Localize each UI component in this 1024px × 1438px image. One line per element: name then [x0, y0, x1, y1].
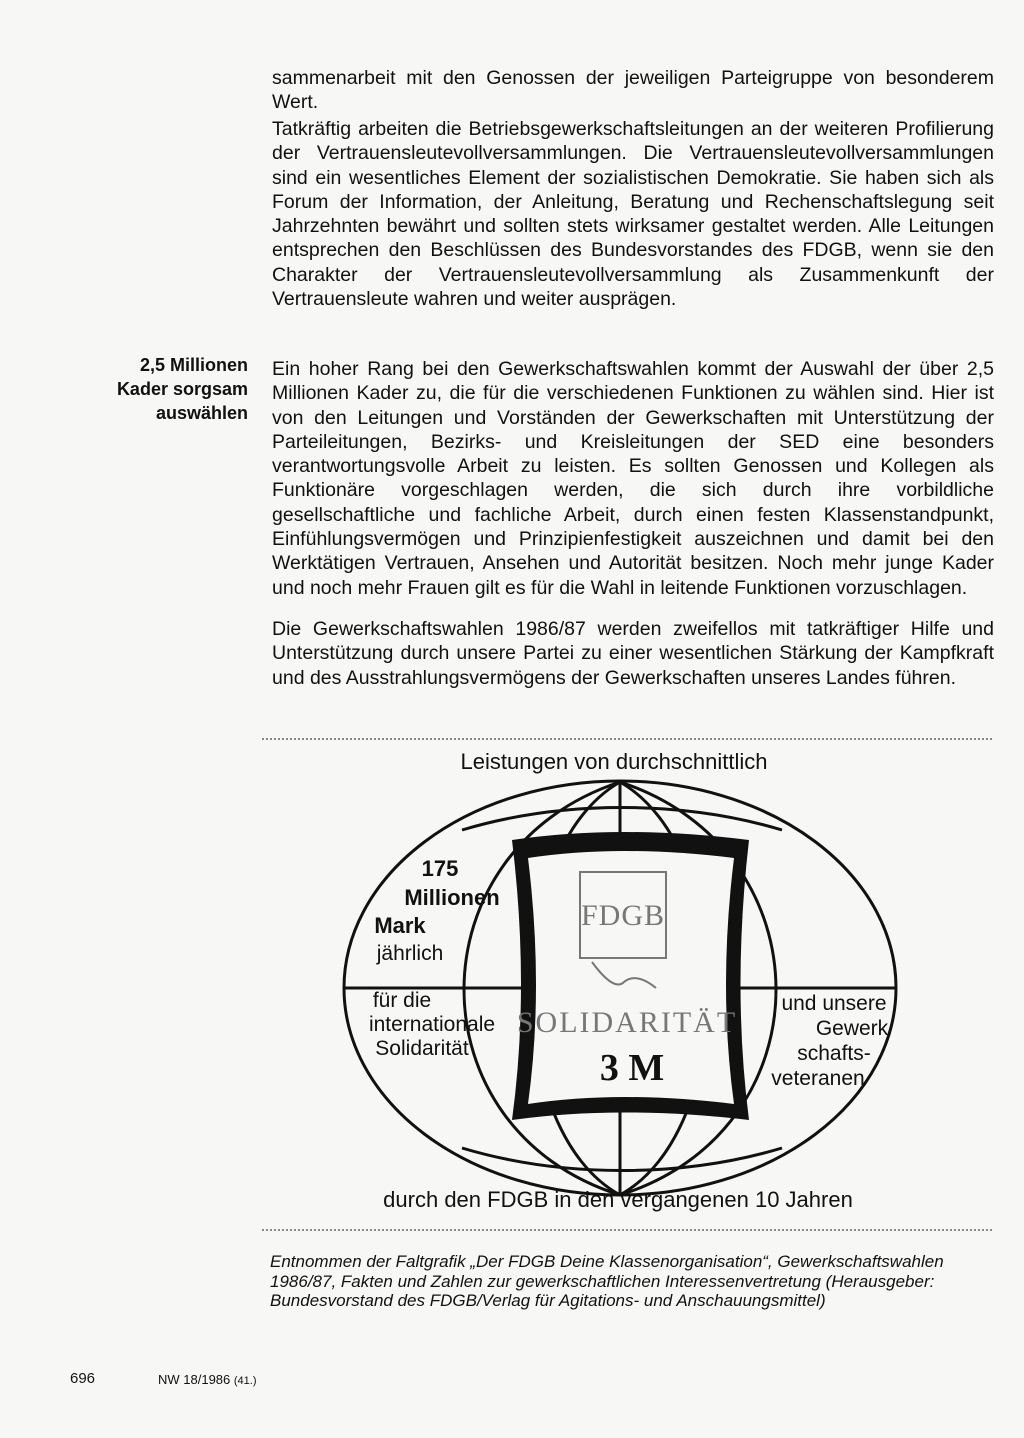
stamp: [512, 832, 749, 1120]
per-year-label: jährlich: [376, 942, 444, 965]
issue-subtext: (41.): [233, 1375, 257, 1387]
paragraph-gewerkschaftswahlen: Die Gewerkschaftswahlen 1986/87 werden zweifellos mit tatkräftiger Hilfe und Unterstützung durch unsere Partei zu einer wesentlichen Stärkung der Kampfkraft und des Ausstrahlungsvermögens der Gewerkschaften unseres Landes führen.: [272, 618, 994, 689]
left-text-line: Solidarität: [375, 1037, 469, 1060]
issue-label: [158, 1372, 257, 1387]
side-heading-line: 2,5 Millionen: [139, 355, 248, 375]
side-heading-line: Kader sorgsam: [116, 379, 248, 399]
left-text-line: internationale: [368, 1013, 496, 1036]
amount-unit-line: Millionen: [404, 885, 500, 910]
graphic-bottom-text: durch den FDGB in den vergangenen 10 Jahren: [383, 1187, 853, 1212]
amount-number: 175: [421, 856, 459, 881]
amount-unit-line: Mark: [374, 913, 426, 938]
right-text-line: Gewerk: [815, 1017, 889, 1040]
stamp-logo-text: FDGB: [580, 899, 666, 932]
right-text-line: schafts-: [797, 1042, 871, 1065]
caption-divider: [262, 1229, 992, 1231]
stamp-value: 3 M: [599, 1047, 665, 1089]
globe-latitude-top: [462, 808, 782, 831]
solidarity-graphic: [262, 740, 982, 1220]
globe-stamp-illustration: [262, 740, 982, 1220]
issue-text: NW 18/1986: [158, 1372, 231, 1387]
right-text-line: veteranen: [771, 1067, 865, 1090]
paragraph-vertrauensleute: Tatkräftig arbeiten die Betriebsgewerkschaftsleitungen an der weiteren Profilierung der Vertrauensleutevollversammlungen. Die Vertrauensleutevollversammlungen sind ein wesentliches Element der sozialistischen Demokratie. Sie haben sich als Forum der Information, der Anleitung, Beratung und Rechenschaftslegung seit Jahrzehnten bewährt und sollten stets wirksamer gestaltet werden. Alle Leitungen entsprechen den Beschlüssen des Bundesvorstandes des FDGB, wenn sie den Charakter der Vertrauensleutevollversammlung als Zusammenkunft der Vertrauensleute wahren und weiter ausprägen.: [272, 118, 994, 311]
graphic-top-text: Leistungen von durchschnittlich: [460, 749, 768, 774]
page-number: 696: [70, 1370, 96, 1387]
figure-caption: Entnommen der Faltgrafik „Der FDGB Deine Klassenorganisation“, Gewerkschaftswahlen 1986/87, Fakten und Zahlen zur gewerkschaftlichen Interessenvertretung (Herausgeber: Bundesvorstand des FDGB/Verlag für Agitations- und Anschauungsmittel): [270, 1252, 944, 1310]
side-heading: [100, 353, 248, 425]
side-heading-line: auswählen: [155, 403, 248, 423]
stamp-word: SOLIDARITÄT: [516, 1006, 738, 1039]
right-text-line: und unsere: [781, 992, 887, 1015]
paragraph-kader: Ein hoher Rang bei den Gewerkschaftswahlen kommt der Auswahl der über 2,5 Millionen Kader zu, die für die verschiedenen Funktionen zu wählen sind. Hier ist von den Leitungen und Vorständen der Gewerkschaften mit Unterstützung der Parteileitungen, Bezirks- und Kreisleitungen der SED eine besonders verantwortungsvolle Arbeit zu leisten. Es sollten Genossen und Kollegen als Funktionäre vorgeschlagen werden, die sich durch ihre vorbildliche gesellschaftliche und fachliche Arbeit, durch einen festen Klassenstandpunkt, Einfühlungsvermögen und Prinzipienfestigkeit auszeichnen und damit bei den Werktätigen Vertrauen, Ansehen und Autorität besitzen. Noch mehr junge Kader und noch mehr Frauen gilt es für die Wahl in leitende Funktionen vorzuschlagen.: [272, 358, 994, 599]
paragraph-intro: sammenarbeit mit den Genossen der jeweiligen Parteigruppe von besonderem Wert.: [272, 67, 994, 114]
globe-latitude-bottom: [462, 1148, 782, 1171]
left-text-line: für die: [372, 989, 432, 1012]
